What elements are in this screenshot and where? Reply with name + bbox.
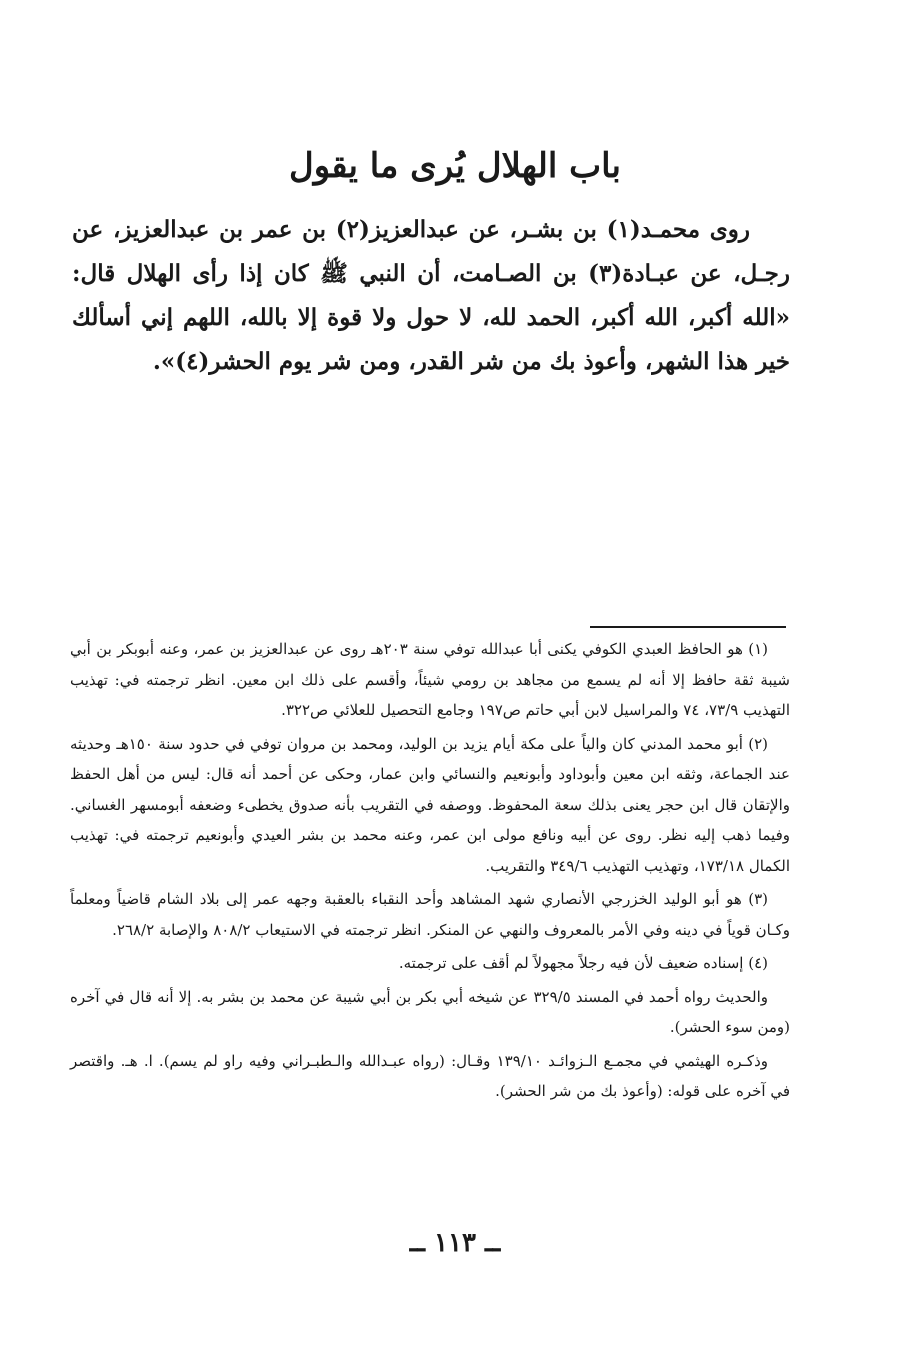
hadith-text: [72, 208, 790, 384]
chapter-title: باب الهلال يُرى ما يقول: [289, 146, 621, 186]
footnote-4-continued: والحديث رواه أحمد في المسند ٣٢٩/٥ عن شيخه أبي بكر بن أبي شيبة عن محمد بن بشر به. إلا أنه قال في آخره (ومن سوء الحشر).: [70, 987, 790, 1036]
footnote-3: (٣) هو أبو الوليد الخزرجي الأنصاري شهد المشاهد وأحد النقباء بالعقبة وجهه عمر إلى بلاد الشام قاضياً ومعلماً وكـان قوياً في دينه وفي الأمر بالمعروف والنهي عن المنكر. انظر ترجمته في الاستيعاب ٨٠٨/٢ والإصابة ٢٦٨/٢.: [70, 890, 790, 939]
footnote-2: (٢) أبو محمد المدني كان والياً على مكة أيام يزيد بن الوليد، ومحمد بن مروان توفي في حدود سنة ١٥٠هـ وحديثه عند الجماعة، وثقه ابن معين وأبوداود وأبونعيم والنسائي وابن عمار، وحكى عن أحمد أنه قال: ليس من أهل الحفظ والإتقان قال ابن حجر يعنى بذلك سعة المحفوظ. ووصفه في التقريب بأنه صدوق يخطىء وضعفه أبومسهر الغساني. وفيما ذهب إليه نظر. روى عن أبيه ونافع مولى ابن عمر، وعنه محمد بن بشر العيدي وأبونعيم ترجمته في: تهذيب الكمال ١٧٣/١٨، وتهذيب التهذيب ٣٤٩/٦ والتقريب.: [70, 734, 790, 875]
footnote-1: (١) هو الحافظ العبدي الكوفي يكنى أبا عبدالله توفي سنة ٢٠٣هـ روى عن عبدالعزيز بن عمر، وعنه أبوبكر بن أبي شيبة ثقة حافظ إلا أنه لم يسمع من مجاهد بن رومي شيئاً، وأقسم على ذلك ابن معين. انظر ترجمته في: تهذيب التهذيب ٧٣/٩، ٧٤ والمراسيل لابن أبي حاتم ص١٩٧ وجامع التحصيل للعلائي ص٣٢٢.: [70, 640, 790, 719]
footnote-4: (٤) إسناده ضعيف لأن فيه رجلاً مجهولاً لم أقف على ترجمته.: [398, 954, 768, 972]
footnote-4-continued-2: وذكـره الهيثمي في مجمـع الـزوائـد ١٣٩/١٠ وقـال: (رواه عبـدالله والـطبـراني وفيه راو لم يسم). ا. هـ. واقتصر في آخره على قوله: (وأعوذ بك من شر الحشر).: [70, 1051, 790, 1100]
footnote-separator: [590, 626, 786, 628]
hadith-paragraph: روى محمـد(١) بن بشـر، عن عبدالعزيز(٢) بن عمر بن عبدالعزيز، عن رجـل، عن عبـادة(٣) بن الصـامت، أن النبي ﷺ كان إذا رأى الهلال قال: «الله أكبر، الله أكبر، الحمد لله، لا حول ولا قوة إلا بالله، اللهم إني أسألك خير هذا الشهر، وأعوذ بك من شر القدر، ومن شر يوم الحشر(٤)».: [72, 216, 790, 375]
footnotes: [70, 634, 790, 1110]
page-number: ــ ١١٣ ــ: [409, 1228, 501, 1258]
